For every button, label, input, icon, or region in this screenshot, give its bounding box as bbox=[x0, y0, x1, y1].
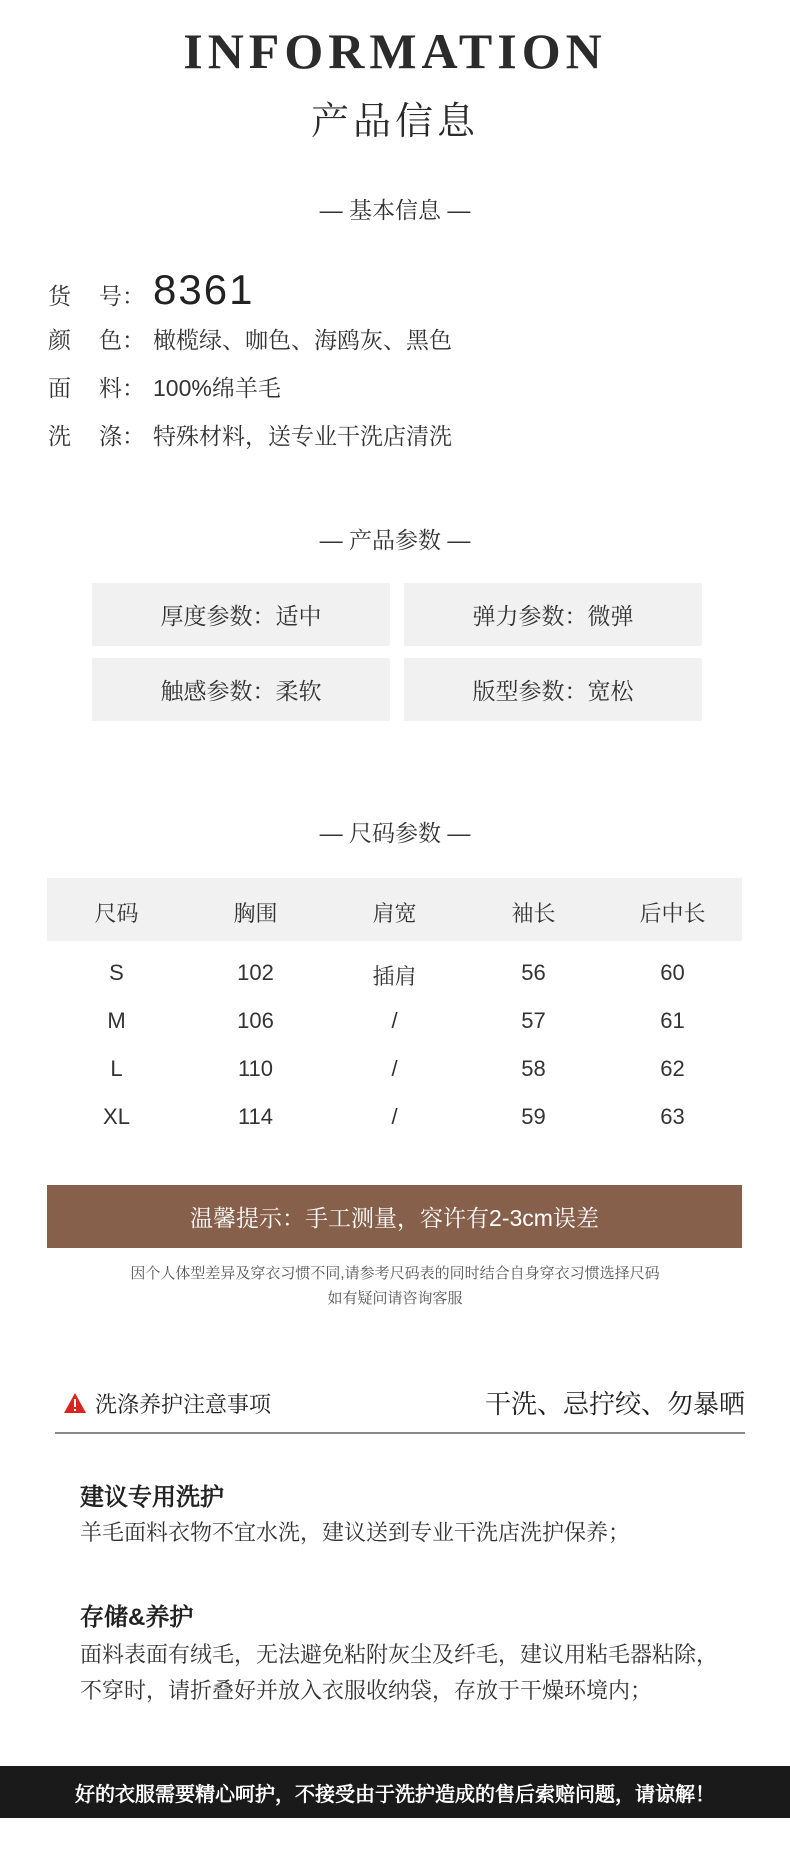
size-table-header-cell: 尺码 bbox=[94, 901, 139, 926]
size-table-cell: 102 bbox=[237, 960, 274, 985]
label-char: 洗 bbox=[48, 423, 71, 449]
info-row-fabric bbox=[48, 370, 281, 410]
size-table-cell: / bbox=[391, 1008, 398, 1033]
param-touch: 触感参数：柔软 bbox=[92, 658, 390, 721]
size-table-cell: S bbox=[109, 960, 124, 985]
label-char: 料： bbox=[99, 375, 145, 401]
label-char: 号： bbox=[99, 283, 145, 309]
size-table-header-cell: 后中长 bbox=[639, 901, 706, 926]
care-title: 洗涤养护注意事项 bbox=[95, 1392, 272, 1417]
label-char: 面 bbox=[48, 375, 71, 401]
size-table-cell: 110 bbox=[237, 1056, 274, 1081]
washing-value: 特殊材料，送专业干洗店清洗 bbox=[153, 423, 452, 449]
customer-service-note: 如有疑问请咨询客服 bbox=[327, 1290, 463, 1307]
size-table-header-cell: 袖长 bbox=[511, 901, 556, 926]
care-section-text: 不穿时，请折叠好并放入衣服收纳袋，存放于干燥环境内； bbox=[80, 1678, 653, 1703]
warning-triangle-icon bbox=[63, 1392, 87, 1414]
size-table-cell: 插肩 bbox=[372, 964, 417, 989]
size-advice-note: 因个人体型差异及穿衣习惯不同,请参考尺码表的同时结合自身穿衣习惯选择尺码 bbox=[130, 1265, 660, 1282]
size-table-cell: / bbox=[391, 1056, 398, 1081]
info-label bbox=[48, 418, 153, 451]
info-row-item-number bbox=[48, 266, 255, 313]
care-header bbox=[55, 1380, 745, 1434]
size-table-cell: 60 bbox=[660, 960, 685, 985]
size-table-cell: XL bbox=[103, 1104, 130, 1129]
info-label bbox=[48, 278, 153, 311]
care-section-text: 羊毛面料衣物不宜水洗，建议送到专业干洗店洗护保养； bbox=[80, 1520, 631, 1545]
color-value: 橄榄绿、咖色、海鸥灰、黑色 bbox=[153, 327, 452, 353]
fabric-value: 100%绵羊毛 bbox=[153, 375, 281, 401]
footer-notice-bar: 好的衣服需要精心呵护，不接受由于洗护造成的售后索赔问题，请谅解！ bbox=[0, 1766, 790, 1818]
label-char: 色： bbox=[99, 327, 145, 353]
page-title-english: INFORMATION bbox=[183, 23, 607, 79]
size-table-cell: 63 bbox=[660, 1104, 685, 1129]
size-table-header-cell: 肩宽 bbox=[372, 901, 417, 926]
label-char: 涤： bbox=[99, 423, 145, 449]
size-table-cell: 106 bbox=[237, 1008, 274, 1033]
basic-info-heading: — 基本信息 — bbox=[319, 197, 471, 223]
size-table-cell: M bbox=[107, 1008, 126, 1033]
param-thickness: 厚度参数：适中 bbox=[92, 583, 390, 646]
size-table-cell: / bbox=[391, 1104, 398, 1129]
care-summary: 干洗、忌拧绞、勿暴晒 bbox=[484, 1389, 745, 1419]
size-table-cell: 58 bbox=[521, 1056, 546, 1081]
size-table-header-cell: 胸围 bbox=[233, 901, 278, 926]
size-table-cell: 61 bbox=[660, 1008, 685, 1033]
param-elasticity: 弹力参数：微弹 bbox=[404, 583, 702, 646]
care-section-heading: 建议专用洗护 bbox=[80, 1484, 224, 1511]
label-char: 颜 bbox=[48, 327, 71, 353]
item-number-value: 8361 bbox=[153, 266, 255, 313]
info-row-color bbox=[48, 322, 452, 362]
size-table-cell: 62 bbox=[660, 1056, 685, 1081]
label-char: 货 bbox=[48, 283, 71, 309]
info-row-washing bbox=[48, 418, 452, 458]
size-table-cell: 114 bbox=[237, 1104, 274, 1129]
size-table-cell: 59 bbox=[521, 1104, 546, 1129]
product-params-heading: — 产品参数 — bbox=[319, 527, 471, 553]
page-title-chinese: 产品信息 bbox=[310, 101, 479, 143]
care-section-heading: 存储&养护 bbox=[80, 1604, 194, 1631]
size-table-cell: L bbox=[110, 1056, 123, 1081]
info-label bbox=[48, 322, 153, 355]
size-table-cell: 57 bbox=[521, 1008, 546, 1033]
measurement-tip-bar: 温馨提示：手工测量，容许有2-3cm误差 bbox=[47, 1185, 742, 1248]
param-fit: 版型参数：宽松 bbox=[404, 658, 702, 721]
size-table-cell: 56 bbox=[521, 960, 546, 985]
size-params-heading: — 尺码参数 — bbox=[319, 820, 471, 846]
care-section-text: 面料表面有绒毛，无法避免粘附灰尘及纤毛，建议用粘毛器粘除， bbox=[80, 1642, 719, 1667]
info-label bbox=[48, 370, 153, 403]
